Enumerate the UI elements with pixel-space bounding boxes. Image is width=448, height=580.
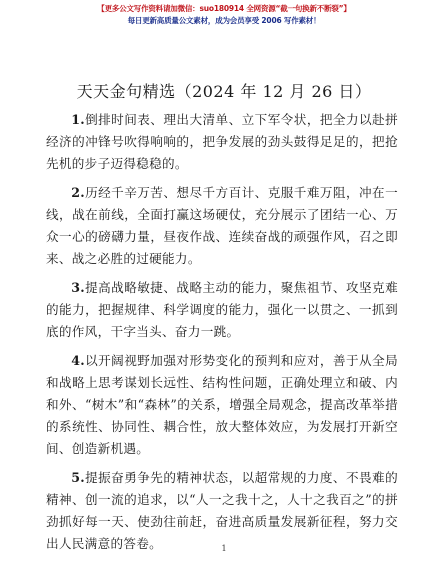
paragraph-1 (46, 109, 398, 175)
paragraph-text: 提振奋勇争先的精神状态，以超常规的力度、不畏难的精神、创一流的追求，以“人一之我十之，人十之我百之”的拼劲抓好每一天、使劲往前赶，奋进高质量发展新征程，努力交出人民满意的答卷。 (46, 470, 398, 551)
paragraph-number: 3. (71, 280, 85, 295)
document-title: 天天金句精选（2024 年 12 月 26 日） (76, 82, 372, 101)
paragraph-3 (46, 277, 398, 343)
promo-banner-line-1: 【更多公文写作资料请加微信：suo180914 全网资源“截一句换新不断裂”】 (97, 4, 351, 13)
paragraph-number: 1. (71, 112, 85, 127)
promo-banner-line-2: 每日更新高质量公文素材，成为会员享受 2006 写作素材！ (127, 16, 321, 25)
paragraph-text: 以开阔视野加强对形势变化的预判和应对，善于从全局和战略上思考谋划长远性、结构性问题，正确处理立和破、内和外、“树木”和“森林”的关系，增强全局观念，提高改革举措的系统性、协同性、耦合性，放大整体效应，为发展打开新空间、创造新机遇。 (46, 353, 398, 456)
document-body (46, 109, 398, 562)
paragraph-text: 历经千辛万苦、想尽千方百计、克服千难万阻，冲在一线，战在前线，全面打赢这场硬仗，充分展示了团结一心、万众一心的磅礴力量，昼夜作战、连续奋战的顽强作风，召之即来、战之必胜的过硬能力。 (46, 185, 398, 266)
paragraph-text: 倒排时间表、理出大清单、立下军令状，把全力以赴拼经济的冲锋号吹得响响的，把争发展的劲头鼓得足足的，把抢先机的步子迈得稳稳的。 (46, 112, 398, 171)
paragraph-number: 5. (71, 470, 85, 485)
page-number: 1 (221, 544, 227, 553)
paragraph-text: 提高战略敏捷、战略主动的能力，聚焦祖节、攻坚克难的能力，把握规律、科学调度的能力，强化一以贯之、一抓到底的作风，干字当头、奋力一跳。 (46, 280, 398, 339)
paragraph-number: 2. (71, 185, 85, 200)
paragraph-5 (46, 467, 398, 555)
promo-banner (0, 3, 448, 27)
paragraph-4 (46, 350, 398, 460)
paragraph-number: 4. (71, 353, 85, 368)
paragraph-2 (46, 182, 398, 270)
